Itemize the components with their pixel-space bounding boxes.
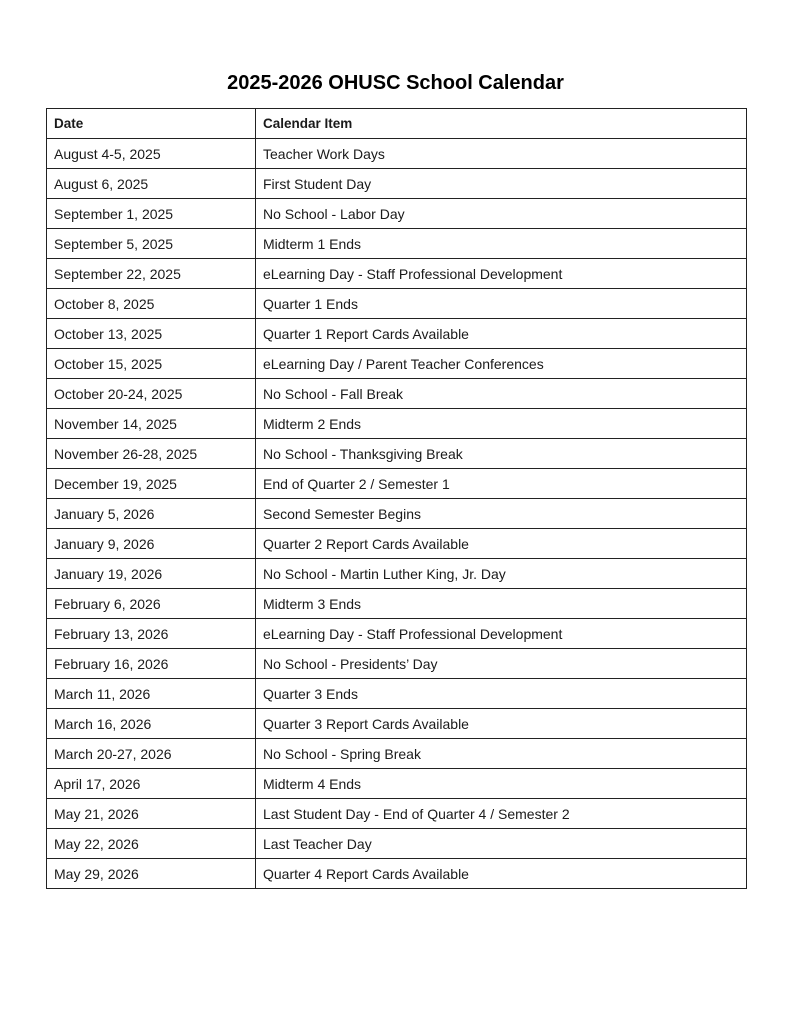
date-cell: October 15, 2025 [47,349,256,379]
date-cell: November 26-28, 2025 [47,439,256,469]
date-cell: March 20-27, 2026 [47,739,256,769]
date-cell: September 22, 2025 [47,259,256,289]
table-row [47,289,747,319]
date-cell: September 5, 2025 [47,229,256,259]
date-cell: May 21, 2026 [47,799,256,829]
date-cell: November 14, 2025 [47,409,256,439]
calendar-item-cell: No School - Thanksgiving Break [256,439,747,469]
table-row [47,679,747,709]
table-row [47,799,747,829]
calendar-item-cell: No School - Spring Break [256,739,747,769]
calendar-item-cell: Quarter 1 Ends [256,289,747,319]
calendar-table [46,108,747,889]
page-title: 2025-2026 OHUSC School Calendar [227,72,564,94]
calendar-item-cell: Last Teacher Day [256,829,747,859]
table-row [47,319,747,349]
date-cell: January 9, 2026 [47,529,256,559]
date-cell: January 19, 2026 [47,559,256,589]
date-cell: May 29, 2026 [47,859,256,889]
calendar-item-cell: First Student Day [256,169,747,199]
calendar-item-cell: Quarter 3 Ends [256,679,747,709]
calendar-item-cell: eLearning Day / Parent Teacher Conferences [256,349,747,379]
column-header-calendar-item: Calendar Item [256,109,747,139]
calendar-item-cell: Teacher Work Days [256,139,747,169]
table-row [47,409,747,439]
table-row [47,559,747,589]
date-cell: January 5, 2026 [47,499,256,529]
calendar-item-cell: Quarter 4 Report Cards Available [256,859,747,889]
date-cell: October 8, 2025 [47,289,256,319]
table-row [47,769,747,799]
calendar-item-cell: Quarter 1 Report Cards Available [256,319,747,349]
date-cell: February 6, 2026 [47,589,256,619]
calendar-table-body [47,139,747,889]
table-row [47,229,747,259]
table-row [47,589,747,619]
table-row [47,739,747,769]
table-row [47,169,747,199]
calendar-item-cell: Quarter 2 Report Cards Available [256,529,747,559]
date-cell: October 13, 2025 [47,319,256,349]
date-cell: February 16, 2026 [47,649,256,679]
date-cell: March 16, 2026 [47,709,256,739]
calendar-item-cell: eLearning Day - Staff Professional Development [256,619,747,649]
calendar-item-cell: Midterm 4 Ends [256,769,747,799]
date-cell: August 4-5, 2025 [47,139,256,169]
table-row [47,259,747,289]
table-row [47,709,747,739]
calendar-item-cell: No School - Presidents’ Day [256,649,747,679]
calendar-item-cell: Midterm 2 Ends [256,409,747,439]
calendar-item-cell: End of Quarter 2 / Semester 1 [256,469,747,499]
date-cell: March 11, 2026 [47,679,256,709]
table-row [47,349,747,379]
table-row [47,619,747,649]
table-row [47,529,747,559]
calendar-item-cell: No School - Martin Luther King, Jr. Day [256,559,747,589]
calendar-item-cell: eLearning Day - Staff Professional Development [256,259,747,289]
date-cell: October 20-24, 2025 [47,379,256,409]
table-row [47,379,747,409]
table-row [47,649,747,679]
calendar-item-cell: Second Semester Begins [256,499,747,529]
calendar-item-cell: Last Student Day - End of Quarter 4 / Semester 2 [256,799,747,829]
table-row [47,139,747,169]
table-row [47,829,747,859]
table-row [47,469,747,499]
table-row [47,859,747,889]
date-cell: December 19, 2025 [47,469,256,499]
calendar-item-cell: Midterm 3 Ends [256,589,747,619]
date-cell: September 1, 2025 [47,199,256,229]
date-cell: April 17, 2026 [47,769,256,799]
header-row [47,109,747,139]
table-row [47,499,747,529]
calendar-item-cell: No School - Labor Day [256,199,747,229]
date-cell: May 22, 2026 [47,829,256,859]
calendar-item-cell: Midterm 1 Ends [256,229,747,259]
calendar-item-cell: No School - Fall Break [256,379,747,409]
date-cell: February 13, 2026 [47,619,256,649]
date-cell: August 6, 2025 [47,169,256,199]
table-row [47,199,747,229]
calendar-item-cell: Quarter 3 Report Cards Available [256,709,747,739]
table-row [47,439,747,469]
column-header-date: Date [47,109,256,139]
